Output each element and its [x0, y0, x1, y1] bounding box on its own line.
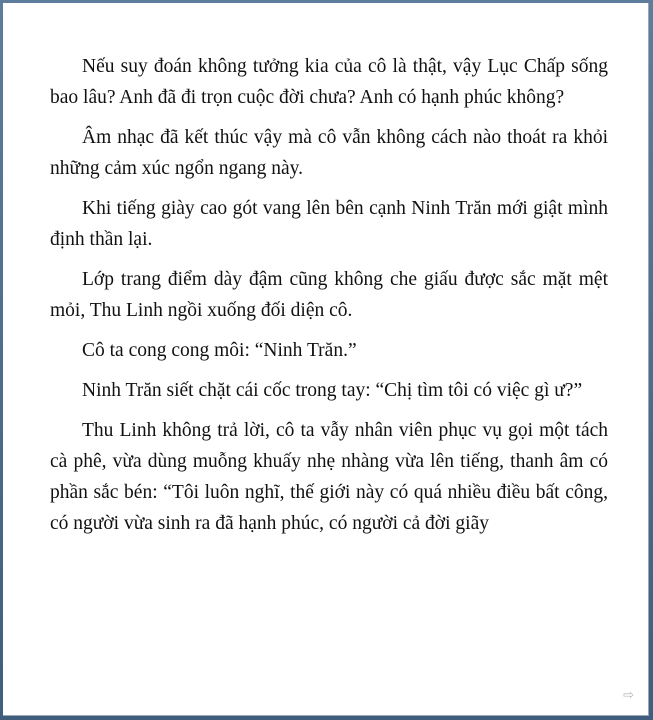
paragraph-5: Cô ta cong cong môi: “Ninh Trăn.” [82, 340, 357, 361]
paragraph-2: Âm nhạc đã kết thúc vậy mà cô vẫn không cách nào thoát ra khỏi những cảm xúc ngổn ngang này. [50, 127, 608, 179]
paragraph-7: Thu Linh không trả lời, cô ta vẫy nhân viên phục vụ gọi một tách cà phê, vừa dùng muỗng khuấy nhẹ nhàng vừa lên tiếng, thanh âm có phần sắc bén: “Tôi luôn nghĩ, thế giới này có quá nhiều điều bất công, có người vừa sinh ra đã hạnh phúc, có người cả đời giãy [50, 420, 608, 534]
next-page-arrow-icon[interactable]: ⇨ [623, 688, 634, 703]
paragraph-6: Ninh Trăn siết chặt cái cốc trong tay: “Chị tìm tôi có việc gì ư?” [82, 380, 583, 401]
paragraph-1: Nếu suy đoán không tưởng kia của cô là thật, vậy Lục Chấp sống bao lâu? Anh đã đi trọn cuộc đời chưa? Anh có hạnh phúc không? [50, 56, 608, 108]
document-page [3, 3, 649, 716]
paragraph-3: Khi tiếng giày cao gót vang lên bên cạnh Ninh Trăn mới giật mình định thần lại. [50, 198, 608, 250]
page-text [50, 51, 608, 548]
paragraph-4: Lớp trang điểm dày đậm cũng không che giấu được sắc mặt mệt mỏi, Thu Linh ngồi xuống đối diện cô. [50, 269, 608, 321]
